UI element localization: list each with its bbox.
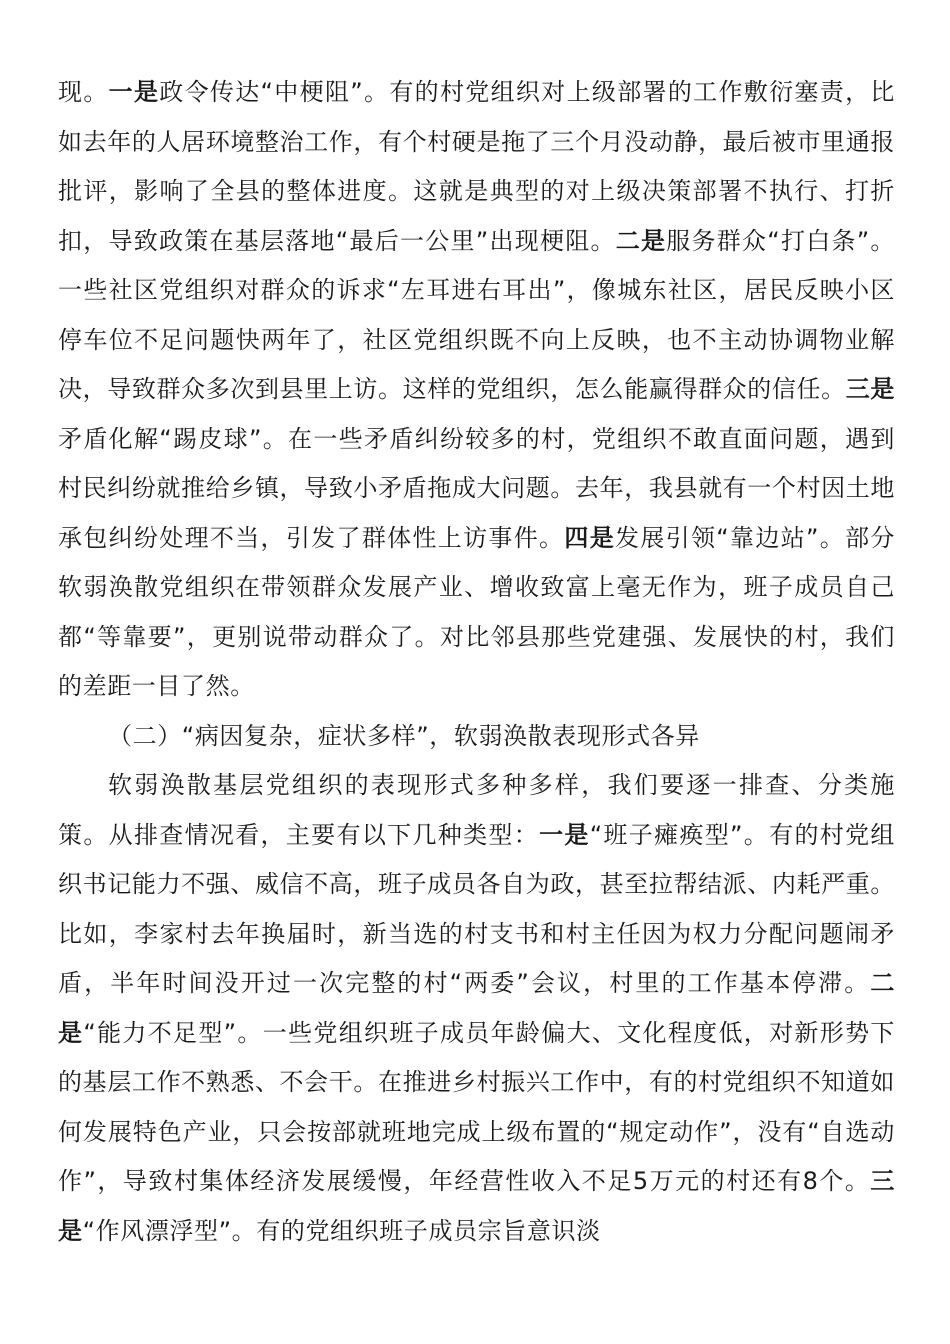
text-segment: 服务群众“打白条”。一些社区党组织对群众的诉求“左耳进右耳出”，像城东社区，居民反映小区停车位不足问题快两年了，社区党组织既不向上反映，也不主动协调物业解决，导致群众多次到县里上访。这样的党组织，怎么能赢得群众的信任。 xyxy=(58,226,895,403)
text-segment: 现。 xyxy=(58,78,109,106)
bold-marker: 二是 xyxy=(58,969,895,1047)
bold-marker: 二是 xyxy=(615,226,667,255)
text-segment: 政令传达“中梗阻”。有的村党组织对上级部署的工作敷衍塞责，比如去年的人居环境整治工作，有个村硬是拖了三个月没动静，最后被市里通报批评，影响了全县的整体进度。这就是典型的对上级决策部署不执行、打折扣，导致政策在基层落地“最后一公里”出现梗阻。 xyxy=(58,78,895,255)
text-segment: 软弱涣散基层党组织的表现形式多种多样，我们要逐一排查、分类施策。从排查情况看，主要有以下几种类型： xyxy=(58,771,895,849)
text-segment: “班子瘫痪型”。有的村党组织书记能力不强、威信不高，班子成员各自为政，甚至拉帮结派、内耗严重。比如，李家村去年换届时，新当选的村支书和村主任因为权力分配问题闹矛盾，半年时间没开过一次完整的村“两委”会议，村里的工作基本停滞。 xyxy=(58,820,895,997)
bold-marker: 四是 xyxy=(564,523,616,552)
bold-marker: 一是 xyxy=(108,78,160,106)
bold-marker: 三是 xyxy=(58,1167,895,1245)
text-segment: 矛盾化解“踢皮球”。在一些矛盾纠纷较多的村，党组织不敢直面问题，遇到村民纠纷就推给乡镇，导致小矛盾拖成大问题。去年，我县就有一个村因土地承包纠纷处理不当，引发了群体性上访事件。 xyxy=(58,424,895,552)
bold-marker: 三是 xyxy=(845,375,895,403)
bold-marker: 一是 xyxy=(539,820,590,849)
text-segment: “能力不足型”。一些党组织班子成员年龄偏大、文化程度低，对新形势下的基层工作不熟悉、不会干。在推进乡村振兴工作中，有的村党组织不知道如何发展特色产业，只会按部就班地完成上级布置的“规定动作”，没有“自选动作”，导致村集体经济发展缓慢，年经营性收入不足5万元的村还有8个。 xyxy=(58,1018,895,1195)
body-paragraph-2 xyxy=(58,761,895,1256)
text-segment: “作风漂浮型”。有的党组织班子成员宗旨意识淡 xyxy=(82,1216,601,1245)
body-paragraph-1 xyxy=(58,68,895,712)
text-segment: 发展引领“靠边站”。部分软弱涣散党组织在带领群众发展产业、增收致富上毫无作为，班子成员自己都“等靠要”，更别说带动群众了。对比邻县那些党建强、发展快的村，我们的差距一目了然。 xyxy=(58,523,895,700)
section-heading-2: （二）“病因复杂，症状多样”，软弱涣散表现形式各异 xyxy=(108,721,700,750)
